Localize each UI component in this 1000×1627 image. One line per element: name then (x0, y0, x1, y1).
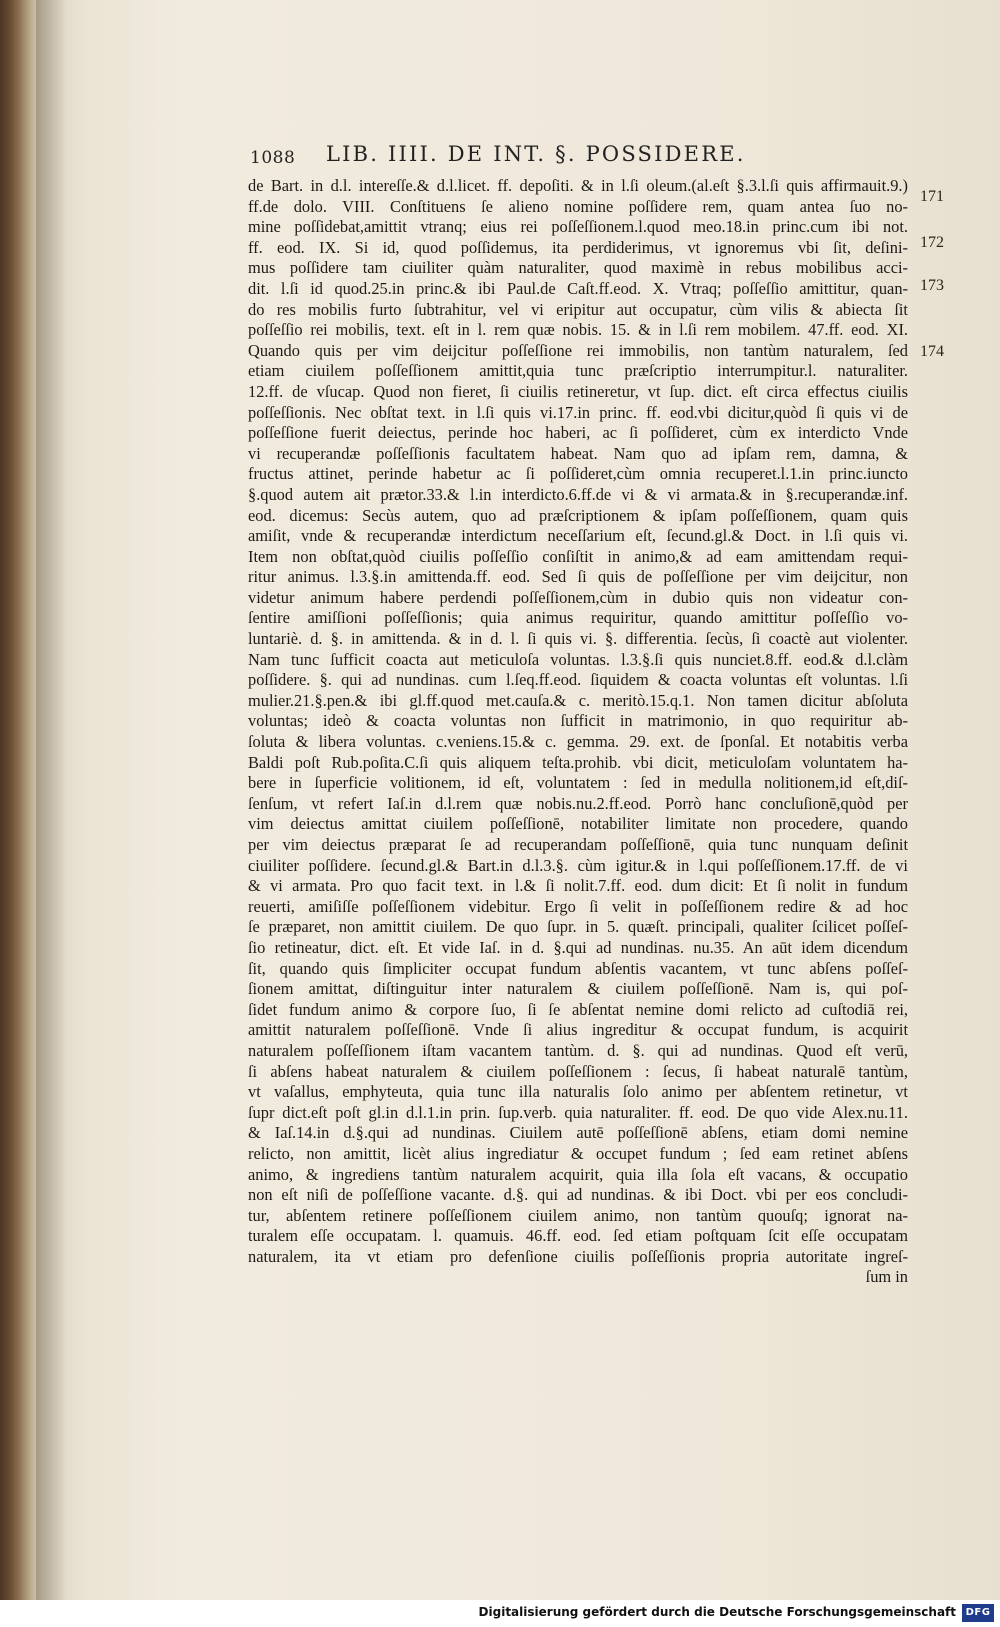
dfg-logo: DFG (962, 1604, 994, 1622)
gutter-shadow (36, 0, 66, 1600)
text-line: vi recuperandæ poſſeſſionis facultatem habeat. Nam quo ad ipſam rem, damna, & (248, 443, 908, 463)
text-line: 12.ff. de vſucap. Quod non fieret, ſi ciuilis retineretur, vt ſup. dict. eſt circa effectus ciuilis (248, 381, 908, 401)
footer-credit-bar (0, 1600, 1000, 1627)
text-line: ciuiliter poſſidere. ſecund.gl.& Bart.in d.l.3.§. cùm igitur.& in l.qui poſſeſſionem.17.ff. de vi (248, 855, 908, 875)
text-line: Quando quis per vim deijcitur poſſeſſione rei immobilis, non tantùm naturalem, ſed (248, 340, 908, 360)
text-line: do res mobilis furto ſubtrahitur, vel vi eripitur aut occupatur, cùm vilis & abiecta ſit (248, 299, 908, 319)
margin-number-174: 174 (920, 343, 944, 360)
text-line: reuerti, amiſiſſe poſſeſſionem videbitur. Ergo ſi velit in poſſeſſionem redire & ad hoc (248, 896, 908, 916)
running-head: LIB. IIII. DE INT. §. POSSIDERE. (326, 142, 746, 166)
text-line: ſentire amiſſioni poſſeſſionis; quia animus requiritur, quando amittitur poſſeſſio vo- (248, 608, 908, 628)
footer-credit: Digitalisierung gefördert durch die Deutsche Forschungsgemeinschaft (478, 1605, 956, 1619)
text-line: ſenſum, vt refert Iaſ.in d.l.rem quæ nobis.nu.2.ff.eod. Porrò hanc concluſionē,quòd per (248, 793, 908, 813)
text-line: ff.de dolo. VIII. Conſtituens ſe alieno nomine poſſidere rem, quam antea ſuo no- (248, 196, 908, 216)
text-line: ſoluta & libera voluntas. c.veniens.15.& c. gemma. 29. ext. de ſponſal. Et notabitis verba (248, 732, 908, 752)
text-line: tur, abſentem retinere poſſeſſionem ciuilem animo, non tantùm quouſq; ignorat na- (248, 1205, 908, 1225)
margin-number-171: 171 (920, 188, 944, 205)
text-line: ritur animus. l.3.§.in amittenda.ff. eod. Sed ſi quis de poſſeſſione per vim deijcitur, non (248, 567, 908, 587)
text-line: ſit, quando quis ſimpliciter occupat fundum abſentis vacantem, vt tunc abſens poſſeſ- (248, 958, 908, 978)
text-line: voluntas; ideò & coacta voluntas non ſufficit in matrimonio, in quo requiritur ab- (248, 711, 908, 731)
text-line: luntariè. d. §. in amittenda. & in d. l. ſi quis vi. §. differentia. ſecùs, ſi coactè aut violenter. (248, 629, 908, 649)
text-line: turalem eſſe occupatam. l. quamuis. 46.ff. eod. ſed etiam poſtquam ſcit eſſe occupatam (248, 1226, 908, 1246)
text-line: non eſt niſi de poſſeſſione vacante. d.§. qui ad nundinas. & ibi Doct. vbi per eos concludi- (248, 1185, 908, 1205)
text-line: ff. eod. IX. Si id, quod poſſidemus, ita perdiderimus, vt ignoremus vbi ſit, deſini- (248, 237, 908, 257)
text-line: vim deiectus amittat ciuilem poſſeſſionē, notabiliter limitate non procedere, quando (248, 814, 908, 834)
margin-number-173: 173 (920, 277, 944, 294)
text-line: naturalem, ita vt etiam pro defenſione ciuilis poſſeſſionis propria autoritate ingreſ- (248, 1246, 908, 1266)
body-text (248, 176, 908, 1288)
text-line: ſi abſens habeat naturalem & ciuilem poſſeſſionem : ſecus, ſi habeat naturalē tantùm, (248, 1061, 908, 1081)
text-line: etiam ciuilem poſſeſſionem amittit,quia tunc præſcriptio interrumpitur.l. naturaliter. (248, 361, 908, 381)
page-number: 1088 (250, 148, 296, 168)
text-line: mine poſſidebat,amittit vtranq; eius rei poſſeſſionem.l.quod meo.18.in princ.cum ibi not. (248, 217, 908, 237)
text-line: ſum in (865, 1267, 908, 1287)
text-line: videtur animum habere perdendi poſſeſſionem,cùm in dubio quis non videatur con- (248, 587, 908, 607)
text-line: ſe præparet, non amittit ciuilem. De quo ſupr. in 5. quæſt. principali, qualiter ſcilicet poſſeſ- (248, 917, 908, 937)
text-line: poſſidere. §. qui ad nundinas. cum l.ſeq.ff.eod. ſiquidem & coacta voluntas eſt voluntas. l.ſi (248, 670, 908, 690)
text-line: & Iaſ.14.in d.§.qui ad nundinas. Ciuilem autē poſſeſſionē abſens, etiam domi nemine (248, 1123, 908, 1143)
text-line: §.quod autem ait prætor.33.& l.in interdicto.6.ff.de vi & vi armata.& in §.recuperandæ.inf. (248, 484, 908, 504)
text-line: de Bart. in d.l. intereſſe.& d.l.licet. ff. depoſiti. & in l.ſi oleum.(al.eſt §.3.l.ſi quis affirmauit.9.) (248, 176, 908, 195)
text-line: naturalem poſſeſſionem iſtam vacantem tantùm. d. §. qui ad nundinas. Quod eſt verū, (248, 1040, 908, 1060)
text-line: & vi armata. Pro quo facit text. in l.& ſi nolit.7.ff. eod. dum dicit: Et ſi nolit in fundum (248, 876, 908, 896)
text-line: ſidet fundum animo & corpore ſuo, ſi ſe abſentat nemine domi relicto ad cuſtodiā rei, (248, 999, 908, 1019)
text-line: fructus attinet, perinde habetur ac ſi poſſideret,cùm omnia recuperet.l.1.in princ.iuncto (248, 464, 908, 484)
text-line: relicto, non amittit, licèt alius ingrediatur & occupet fundum ; ſed eam retinet abſens (248, 1143, 908, 1163)
margin-number-172: 172 (920, 234, 944, 251)
text-line: mus poſſidere tam ciuiliter quàm naturaliter, quod maximè in rebus mobilibus acci- (248, 258, 908, 278)
text-line: vt vaſallus, emphyteuta, quia tunc illa naturalis ſolo animo per abſentem retinetur, vt (248, 1082, 908, 1102)
text-line: ſupr dict.eſt poſt gl.in d.l.1.in prin. ſup.verb. quia naturaliter. ff. eod. De quo vide Alex.nu.11. (248, 1102, 908, 1122)
text-line: bere in ſuperficie volitionem, id eſt, voluntatem : ſed in medulla nolitionem,id eſt,diſ- (248, 773, 908, 793)
text-line: ſio retineatur, dict. eſt. Et vide Iaſ. in d. §.qui ad nundinas. nu.35. An aūt idem dicendum (248, 937, 908, 957)
text-line: Item non obſtat,quòd ciuilis poſſeſſio conſiſtit in animo,& ad eam amittendam requi- (248, 546, 908, 566)
text-line: eod. dicemus: Secùs autem, quo ad præſcriptionem & ipſam poſſeſſionem, quam quis (248, 505, 908, 525)
text-line: poſſeſſione fuerit deiectus, perinde hoc haberi, ac ſi poſſideret, cùm ex interdicto Vnde (248, 423, 908, 443)
text-line: amittit naturalem poſſeſſionē. Vnde ſi alius ingreditur & occupat fundum, is acquirit (248, 1020, 908, 1040)
text-line: dit. l.ſi id quod.25.in princ.& ibi Paul.de Caſt.ff.eod. X. Vtraq; poſſeſſio amittitur, quan- (248, 278, 908, 298)
page-header (250, 142, 850, 172)
text-line: mulier.21.§.pen.& ibi gl.ff.quod met.cauſa.& c. meritò.15.q.1. Non tamen dicitur abſoluta (248, 690, 908, 710)
text-line: Baldi poſt Rub.poſita.C.ſi quis aliquem teſta.prohib. vbi dicit, meticuloſam voluntatem ha- (248, 752, 908, 772)
text-line: amiſit, vnde & recuperandæ interdictum neceſſarium eſt, ſecund.gl.& Doct. in l.ſi quis vi. (248, 526, 908, 546)
text-line: Nam tunc ſufficit coacta aut meticuloſa voluntas. l.3.§.ſi quis nunciet.8.ff. eod.& d.l.clàm (248, 649, 908, 669)
text-line: poſſeſſionis. Nec obſtat text. in l.ſi quis vi.17.in princ. ff. eod.vbi dicitur,quòd ſi quis vi de (248, 402, 908, 422)
text-line: per vim deiectus præparat ſe ad recuperandam poſſeſſionē, quia tunc nunquam deſinit (248, 835, 908, 854)
text-line: ſionem amittat, diſtinguitur inter naturalem & ciuilem poſſeſſionē. Nam is, qui poſ- (248, 979, 908, 999)
text-line: poſſeſſio rei mobilis, text. eſt in l. rem quæ nobis. 15. & in l.ſi rem mobilem. 47.ff. eod. XI. (248, 320, 908, 340)
text-line: animo, & ingrediens tantùm naturalem acquirit, quia illa ſola eſt vacans, & occupatio (248, 1164, 908, 1184)
